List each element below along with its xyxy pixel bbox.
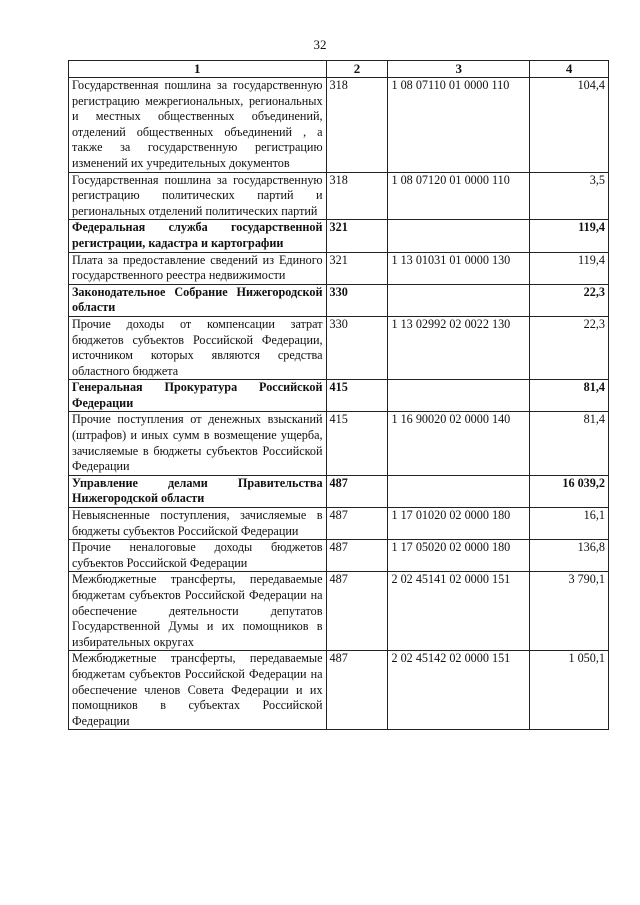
row-classification-code-cell [388,475,530,507]
row-classification-code-cell: 1 17 05020 02 0000 180 [388,540,530,572]
row-amount-cell: 22,3 [530,316,609,379]
table-row [69,252,609,284]
row-classification-code-cell: 1 16 90020 02 0000 140 [388,412,530,475]
row-amount-cell: 136,8 [530,540,609,572]
row-admin-code-cell: 415 [326,412,388,475]
row-classification-code-cell: 2 02 45141 02 0000 151 [388,572,530,651]
header-col-2: 2 [326,61,388,78]
row-admin-code-cell: 321 [326,220,388,252]
row-name-cell: Государственная пошлина за государственную регистрацию политических партий и региональных отделений политических партий [69,172,327,220]
row-admin-code-cell: 487 [326,651,388,730]
row-amount-cell: 3,5 [530,172,609,220]
table-row [69,540,609,572]
table-row [69,172,609,220]
row-admin-code-cell: 487 [326,572,388,651]
row-name-cell: Государственная пошлина за государственную регистрацию межрегиональных, региональных и местных общественных объединений, отделений общественных объединений , а также за государственную регистрацию изменений их учредительных документов [69,78,327,173]
row-classification-code-cell: 1 08 07120 01 0000 110 [388,172,530,220]
row-name-cell: Невыясненные поступления, зачисляемые в бюджеты субъектов Российской Федерации [69,508,327,540]
row-admin-code-cell: 330 [326,316,388,379]
row-classification-code-cell: 1 13 01031 01 0000 130 [388,252,530,284]
row-admin-code-cell: 487 [326,540,388,572]
row-name-cell: Федеральная служба государственной регистрации, кадастра и картографии [69,220,327,252]
page-number: 32 [313,37,327,52]
row-admin-code-cell: 321 [326,252,388,284]
row-name-cell: Генеральная Прокуратура Российской Федерации [69,380,327,412]
table-row [69,316,609,379]
row-name-cell: Прочие поступления от денежных взысканий (штрафов) и иных сумм в возмещение ущерба, зачисляемые в бюджеты субъектов Российской Федерации [69,412,327,475]
row-admin-code-cell: 330 [326,284,388,316]
row-name-cell: Межбюджетные трансферты, передаваемые бюджетам субъектов Российской Федерации на обеспечение деятельности депутатов Государственной Думы и их помощников в избирательных округах [69,572,327,651]
row-classification-code-cell: 2 02 45142 02 0000 151 [388,651,530,730]
table-row [69,572,609,651]
row-name-cell: Плата за предоставление сведений из Единого государственного реестра недвижимости [69,252,327,284]
row-admin-code-cell: 487 [326,508,388,540]
row-amount-cell: 104,4 [530,78,609,173]
row-name-cell: Управление делами Правительства Нижегородской области [69,475,327,507]
row-admin-code-cell: 318 [326,78,388,173]
row-admin-code-cell: 487 [326,475,388,507]
table-row [69,380,609,412]
row-name-cell: Прочие неналоговые доходы бюджетов субъектов Российской Федерации [69,540,327,572]
revenue-table [68,60,609,730]
table-row [69,475,609,507]
row-classification-code-cell: 1 08 07110 01 0000 110 [388,78,530,173]
row-amount-cell: 81,4 [530,412,609,475]
table-row [69,78,609,173]
table-row [69,284,609,316]
row-classification-code-cell [388,284,530,316]
row-amount-cell: 119,4 [530,252,609,284]
row-admin-code-cell: 318 [326,172,388,220]
row-amount-cell: 119,4 [530,220,609,252]
row-amount-cell: 16,1 [530,508,609,540]
row-amount-cell: 3 790,1 [530,572,609,651]
row-amount-cell: 81,4 [530,380,609,412]
table-header-row [69,61,609,78]
row-name-cell: Законодательное Собрание Нижегородской области [69,284,327,316]
row-classification-code-cell [388,220,530,252]
row-name-cell: Прочие доходы от компенсации затрат бюджетов субъектов Российской Федерации, источником которых являются средства областного бюджета [69,316,327,379]
table-row [69,508,609,540]
header-col-3: 3 [388,61,530,78]
row-classification-code-cell: 1 13 02992 02 0022 130 [388,316,530,379]
row-classification-code-cell [388,380,530,412]
row-admin-code-cell: 415 [326,380,388,412]
table-row [69,412,609,475]
row-amount-cell: 1 050,1 [530,651,609,730]
row-amount-cell: 16 039,2 [530,475,609,507]
header-col-1: 1 [69,61,327,78]
row-classification-code-cell: 1 17 01020 02 0000 180 [388,508,530,540]
table-row [69,220,609,252]
row-name-cell: Межбюджетные трансферты, передаваемые бюджетам субъектов Российской Федерации на обеспечение членов Совета Федерации и их помощников в субъектах Российской Федерации [69,651,327,730]
header-col-4: 4 [530,61,609,78]
table-row [69,651,609,730]
row-amount-cell: 22,3 [530,284,609,316]
